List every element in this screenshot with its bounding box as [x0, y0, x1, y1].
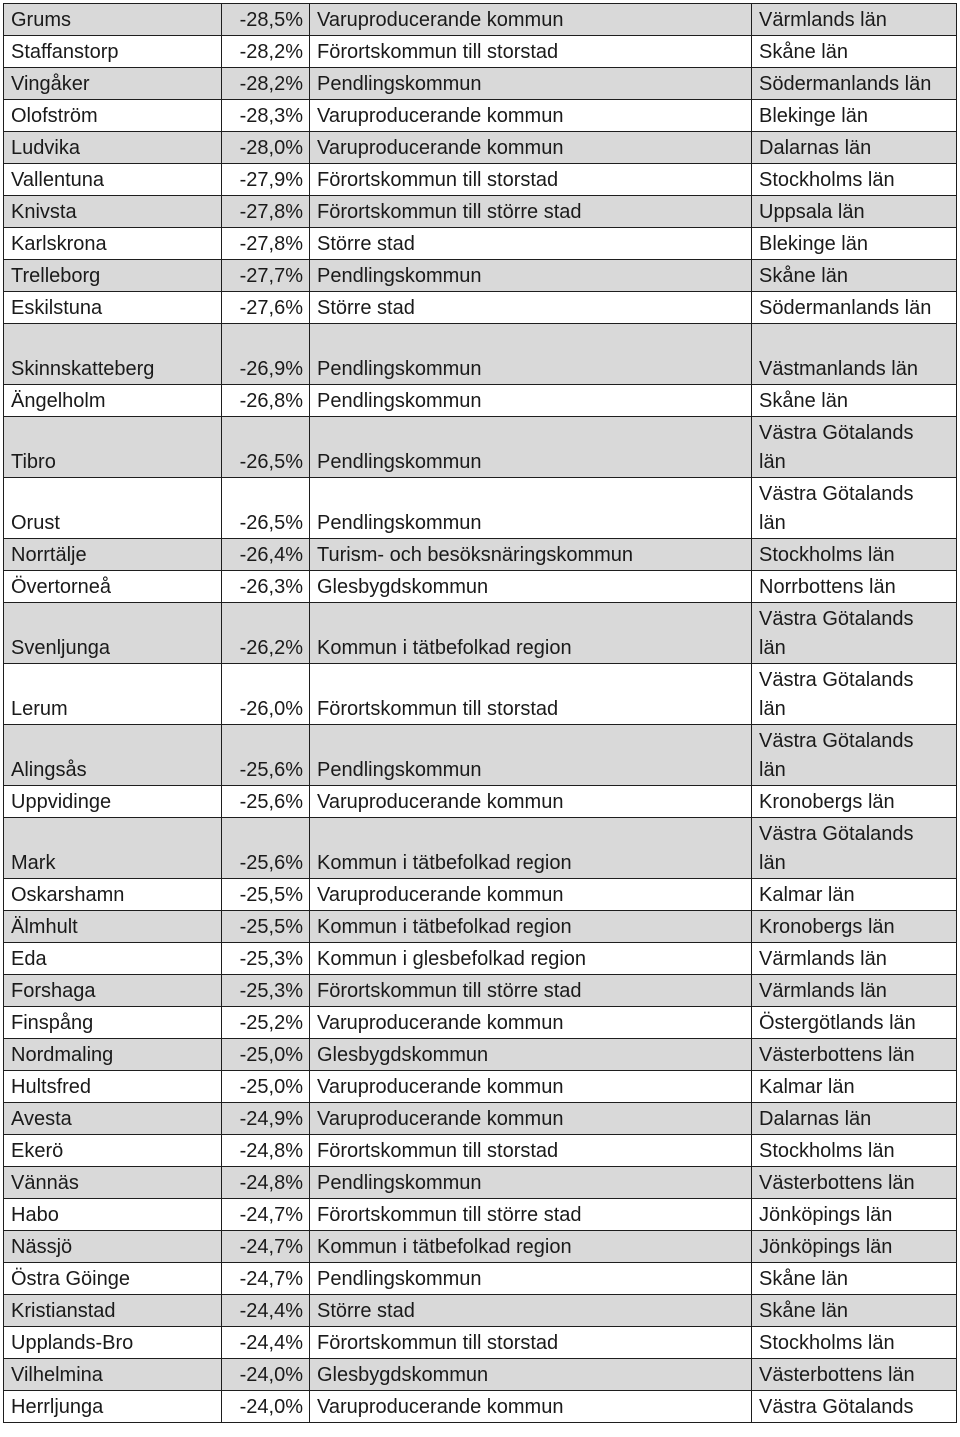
- cell-municipality-type: Varuproducerande kommun: [310, 1103, 752, 1135]
- cell-change: -28,3%: [222, 100, 310, 132]
- cell-change: -24,8%: [222, 1135, 310, 1167]
- cell-municipality-type: Pendlingskommun: [310, 1263, 752, 1295]
- cell-municipality-type: Större stad: [310, 292, 752, 324]
- cell-change: -26,8%: [222, 385, 310, 417]
- cell-change: -26,5%: [222, 478, 310, 539]
- table-row: [4, 539, 957, 571]
- cell-municipality-type: Varuproducerande kommun: [310, 786, 752, 818]
- cell-municipality: Nässjö: [4, 1231, 222, 1263]
- cell-change: -27,8%: [222, 228, 310, 260]
- table-row: [4, 1359, 957, 1391]
- cell-change: -25,5%: [222, 911, 310, 943]
- cell-county: Värmlands län: [752, 975, 957, 1007]
- table-row: [4, 1327, 957, 1359]
- cell-change: -24,7%: [222, 1231, 310, 1263]
- cell-change: -25,0%: [222, 1039, 310, 1071]
- cell-municipality: Herrljunga: [4, 1391, 222, 1423]
- cell-municipality: Norrtälje: [4, 539, 222, 571]
- cell-county: Kalmar län: [752, 879, 957, 911]
- cell-municipality: Älmhult: [4, 911, 222, 943]
- cell-change: -25,2%: [222, 1007, 310, 1039]
- table-row: [4, 292, 957, 324]
- cell-municipality: Upplands-Bro: [4, 1327, 222, 1359]
- cell-municipality: Ludvika: [4, 132, 222, 164]
- cell-municipality-type: Glesbygdskommun: [310, 1039, 752, 1071]
- cell-county: Södermanlands län: [752, 68, 957, 100]
- cell-municipality-type: Förortskommun till större stad: [310, 1199, 752, 1231]
- cell-change: -25,6%: [222, 818, 310, 879]
- cell-municipality-type: Förortskommun till storstad: [310, 1135, 752, 1167]
- municipality-table: [3, 3, 957, 1423]
- cell-county: Södermanlands län: [752, 292, 957, 324]
- cell-municipality: Ängelholm: [4, 385, 222, 417]
- cell-county: Värmlands län: [752, 4, 957, 36]
- table-row: [4, 1391, 957, 1423]
- cell-change: -24,9%: [222, 1103, 310, 1135]
- table-row: [4, 571, 957, 603]
- table-row: [4, 132, 957, 164]
- cell-municipality: Vilhelmina: [4, 1359, 222, 1391]
- cell-change: -25,6%: [222, 725, 310, 786]
- cell-county: Skåne län: [752, 1295, 957, 1327]
- cell-municipality: Oskarshamn: [4, 879, 222, 911]
- cell-municipality: Kristianstad: [4, 1295, 222, 1327]
- cell-municipality: Knivsta: [4, 196, 222, 228]
- cell-municipality: Habo: [4, 1199, 222, 1231]
- cell-municipality: Svenljunga: [4, 603, 222, 664]
- cell-change: -27,9%: [222, 164, 310, 196]
- cell-municipality-type: Varuproducerande kommun: [310, 132, 752, 164]
- cell-municipality: Vännäs: [4, 1167, 222, 1199]
- table-row: [4, 603, 957, 664]
- cell-municipality: Orust: [4, 478, 222, 539]
- cell-municipality: Vingåker: [4, 68, 222, 100]
- cell-municipality-type: Varuproducerande kommun: [310, 1071, 752, 1103]
- cell-change: -25,3%: [222, 943, 310, 975]
- cell-county: Skåne län: [752, 1263, 957, 1295]
- cell-county: Skåne län: [752, 36, 957, 68]
- cell-county: Värmlands län: [752, 943, 957, 975]
- cell-municipality-type: Varuproducerande kommun: [310, 4, 752, 36]
- cell-municipality: Avesta: [4, 1103, 222, 1135]
- table-row: [4, 196, 957, 228]
- table-row: [4, 478, 957, 539]
- cell-municipality: Trelleborg: [4, 260, 222, 292]
- cell-county: Västra Götalands län: [752, 417, 957, 478]
- cell-municipality: Eda: [4, 943, 222, 975]
- cell-municipality: Grums: [4, 4, 222, 36]
- cell-county: Norrbottens län: [752, 571, 957, 603]
- cell-county: Stockholms län: [752, 1135, 957, 1167]
- table-row: [4, 1167, 957, 1199]
- table-row: [4, 4, 957, 36]
- cell-municipality-type: Pendlingskommun: [310, 68, 752, 100]
- cell-change: -25,6%: [222, 786, 310, 818]
- table-row: [4, 1103, 957, 1135]
- cell-municipality-type: Varuproducerande kommun: [310, 1391, 752, 1423]
- cell-municipality-type: Kommun i glesbefolkad region: [310, 943, 752, 975]
- table-row: [4, 786, 957, 818]
- cell-municipality-type: Förortskommun till storstad: [310, 36, 752, 68]
- cell-change: -24,8%: [222, 1167, 310, 1199]
- table-row: [4, 1135, 957, 1167]
- cell-change: -26,5%: [222, 417, 310, 478]
- cell-municipality: Finspång: [4, 1007, 222, 1039]
- cell-municipality: Forshaga: [4, 975, 222, 1007]
- cell-change: -27,6%: [222, 292, 310, 324]
- cell-county: Stockholms län: [752, 539, 957, 571]
- table-row: [4, 818, 957, 879]
- cell-municipality: Nordmaling: [4, 1039, 222, 1071]
- cell-municipality-type: Varuproducerande kommun: [310, 1007, 752, 1039]
- cell-municipality: Lerum: [4, 664, 222, 725]
- table-row: [4, 1295, 957, 1327]
- table-row: [4, 324, 957, 385]
- cell-change: -27,7%: [222, 260, 310, 292]
- cell-change: -26,0%: [222, 664, 310, 725]
- table-row: [4, 100, 957, 132]
- cell-county: Västra Götalands län: [752, 478, 957, 539]
- table-row: [4, 417, 957, 478]
- cell-change: -24,0%: [222, 1391, 310, 1423]
- cell-county: Västerbottens län: [752, 1167, 957, 1199]
- table-row: [4, 1071, 957, 1103]
- table-row: [4, 1199, 957, 1231]
- cell-municipality: Skinnskatteberg: [4, 324, 222, 385]
- cell-municipality: Karlskrona: [4, 228, 222, 260]
- cell-municipality-type: Förortskommun till storstad: [310, 164, 752, 196]
- cell-change: -26,4%: [222, 539, 310, 571]
- cell-municipality: Olofström: [4, 100, 222, 132]
- cell-municipality-type: Pendlingskommun: [310, 417, 752, 478]
- cell-county: Västra Götalands län: [752, 818, 957, 879]
- cell-municipality-type: Kommun i tätbefolkad region: [310, 818, 752, 879]
- cell-county: Västmanlands län: [752, 324, 957, 385]
- cell-change: -28,0%: [222, 132, 310, 164]
- table-row: [4, 943, 957, 975]
- cell-municipality-type: Förortskommun till storstad: [310, 1327, 752, 1359]
- table-row: [4, 725, 957, 786]
- cell-county: Stockholms län: [752, 1327, 957, 1359]
- cell-county: Västra Götalands län: [752, 664, 957, 725]
- cell-county: Jönköpings län: [752, 1199, 957, 1231]
- cell-county: Östergötlands län: [752, 1007, 957, 1039]
- cell-county: Västerbottens län: [752, 1359, 957, 1391]
- cell-municipality: Eskilstuna: [4, 292, 222, 324]
- cell-municipality-type: Pendlingskommun: [310, 478, 752, 539]
- cell-county: Dalarnas län: [752, 1103, 957, 1135]
- cell-municipality-type: Pendlingskommun: [310, 385, 752, 417]
- cell-municipality-type: Glesbygdskommun: [310, 1359, 752, 1391]
- cell-municipality-type: Varuproducerande kommun: [310, 879, 752, 911]
- cell-municipality-type: Pendlingskommun: [310, 324, 752, 385]
- cell-municipality: Hultsfred: [4, 1071, 222, 1103]
- cell-county: Dalarnas län: [752, 132, 957, 164]
- cell-county: Västra Götalands: [752, 1391, 957, 1423]
- cell-county: Kronobergs län: [752, 786, 957, 818]
- cell-municipality-type: Större stad: [310, 228, 752, 260]
- cell-municipality-type: Turism- och besöksnäringskommun: [310, 539, 752, 571]
- cell-change: -26,3%: [222, 571, 310, 603]
- cell-municipality: Tibro: [4, 417, 222, 478]
- cell-county: Västra Götalands län: [752, 725, 957, 786]
- cell-change: -28,5%: [222, 4, 310, 36]
- cell-municipality-type: Pendlingskommun: [310, 1167, 752, 1199]
- table-row: [4, 228, 957, 260]
- table-row: [4, 68, 957, 100]
- cell-municipality-type: Varuproducerande kommun: [310, 100, 752, 132]
- table-row: [4, 664, 957, 725]
- cell-change: -24,4%: [222, 1295, 310, 1327]
- cell-municipality-type: Glesbygdskommun: [310, 571, 752, 603]
- table-row: [4, 1263, 957, 1295]
- cell-change: -26,9%: [222, 324, 310, 385]
- table-row: [4, 1231, 957, 1263]
- cell-change: -28,2%: [222, 36, 310, 68]
- cell-municipality: Ekerö: [4, 1135, 222, 1167]
- cell-change: -25,0%: [222, 1071, 310, 1103]
- table-row: [4, 1007, 957, 1039]
- cell-municipality-type: Kommun i tätbefolkad region: [310, 911, 752, 943]
- cell-change: -26,2%: [222, 603, 310, 664]
- table-row: [4, 879, 957, 911]
- cell-county: Västra Götalands län: [752, 603, 957, 664]
- cell-county: Kalmar län: [752, 1071, 957, 1103]
- cell-municipality: Övertorneå: [4, 571, 222, 603]
- cell-change: -27,8%: [222, 196, 310, 228]
- cell-change: -24,7%: [222, 1199, 310, 1231]
- cell-municipality-type: Förortskommun till storstad: [310, 664, 752, 725]
- cell-municipality: Vallentuna: [4, 164, 222, 196]
- cell-county: Kronobergs län: [752, 911, 957, 943]
- cell-municipality-type: Pendlingskommun: [310, 725, 752, 786]
- table-row: [4, 164, 957, 196]
- cell-municipality-type: Större stad: [310, 1295, 752, 1327]
- cell-municipality-type: Pendlingskommun: [310, 260, 752, 292]
- cell-municipality: Östra Göinge: [4, 1263, 222, 1295]
- cell-county: Skåne län: [752, 260, 957, 292]
- table-row: [4, 1039, 957, 1071]
- table-row: [4, 260, 957, 292]
- table-row: [4, 385, 957, 417]
- cell-municipality: Alingsås: [4, 725, 222, 786]
- cell-change: -24,4%: [222, 1327, 310, 1359]
- table-row: [4, 911, 957, 943]
- cell-municipality: Staffanstorp: [4, 36, 222, 68]
- cell-county: Skåne län: [752, 385, 957, 417]
- table-row: [4, 975, 957, 1007]
- table-body: [4, 4, 957, 1423]
- cell-county: Blekinge län: [752, 228, 957, 260]
- cell-municipality-type: Förortskommun till större stad: [310, 196, 752, 228]
- cell-county: Stockholms län: [752, 164, 957, 196]
- cell-municipality-type: Kommun i tätbefolkad region: [310, 603, 752, 664]
- cell-county: Jönköpings län: [752, 1231, 957, 1263]
- cell-change: -25,3%: [222, 975, 310, 1007]
- cell-municipality-type: Kommun i tätbefolkad region: [310, 1231, 752, 1263]
- cell-county: Blekinge län: [752, 100, 957, 132]
- table-row: [4, 36, 957, 68]
- cell-municipality: Mark: [4, 818, 222, 879]
- cell-county: Västerbottens län: [752, 1039, 957, 1071]
- cell-change: -25,5%: [222, 879, 310, 911]
- cell-change: -24,7%: [222, 1263, 310, 1295]
- cell-county: Uppsala län: [752, 196, 957, 228]
- cell-change: -28,2%: [222, 68, 310, 100]
- cell-change: -24,0%: [222, 1359, 310, 1391]
- cell-municipality-type: Förortskommun till större stad: [310, 975, 752, 1007]
- cell-municipality: Uppvidinge: [4, 786, 222, 818]
